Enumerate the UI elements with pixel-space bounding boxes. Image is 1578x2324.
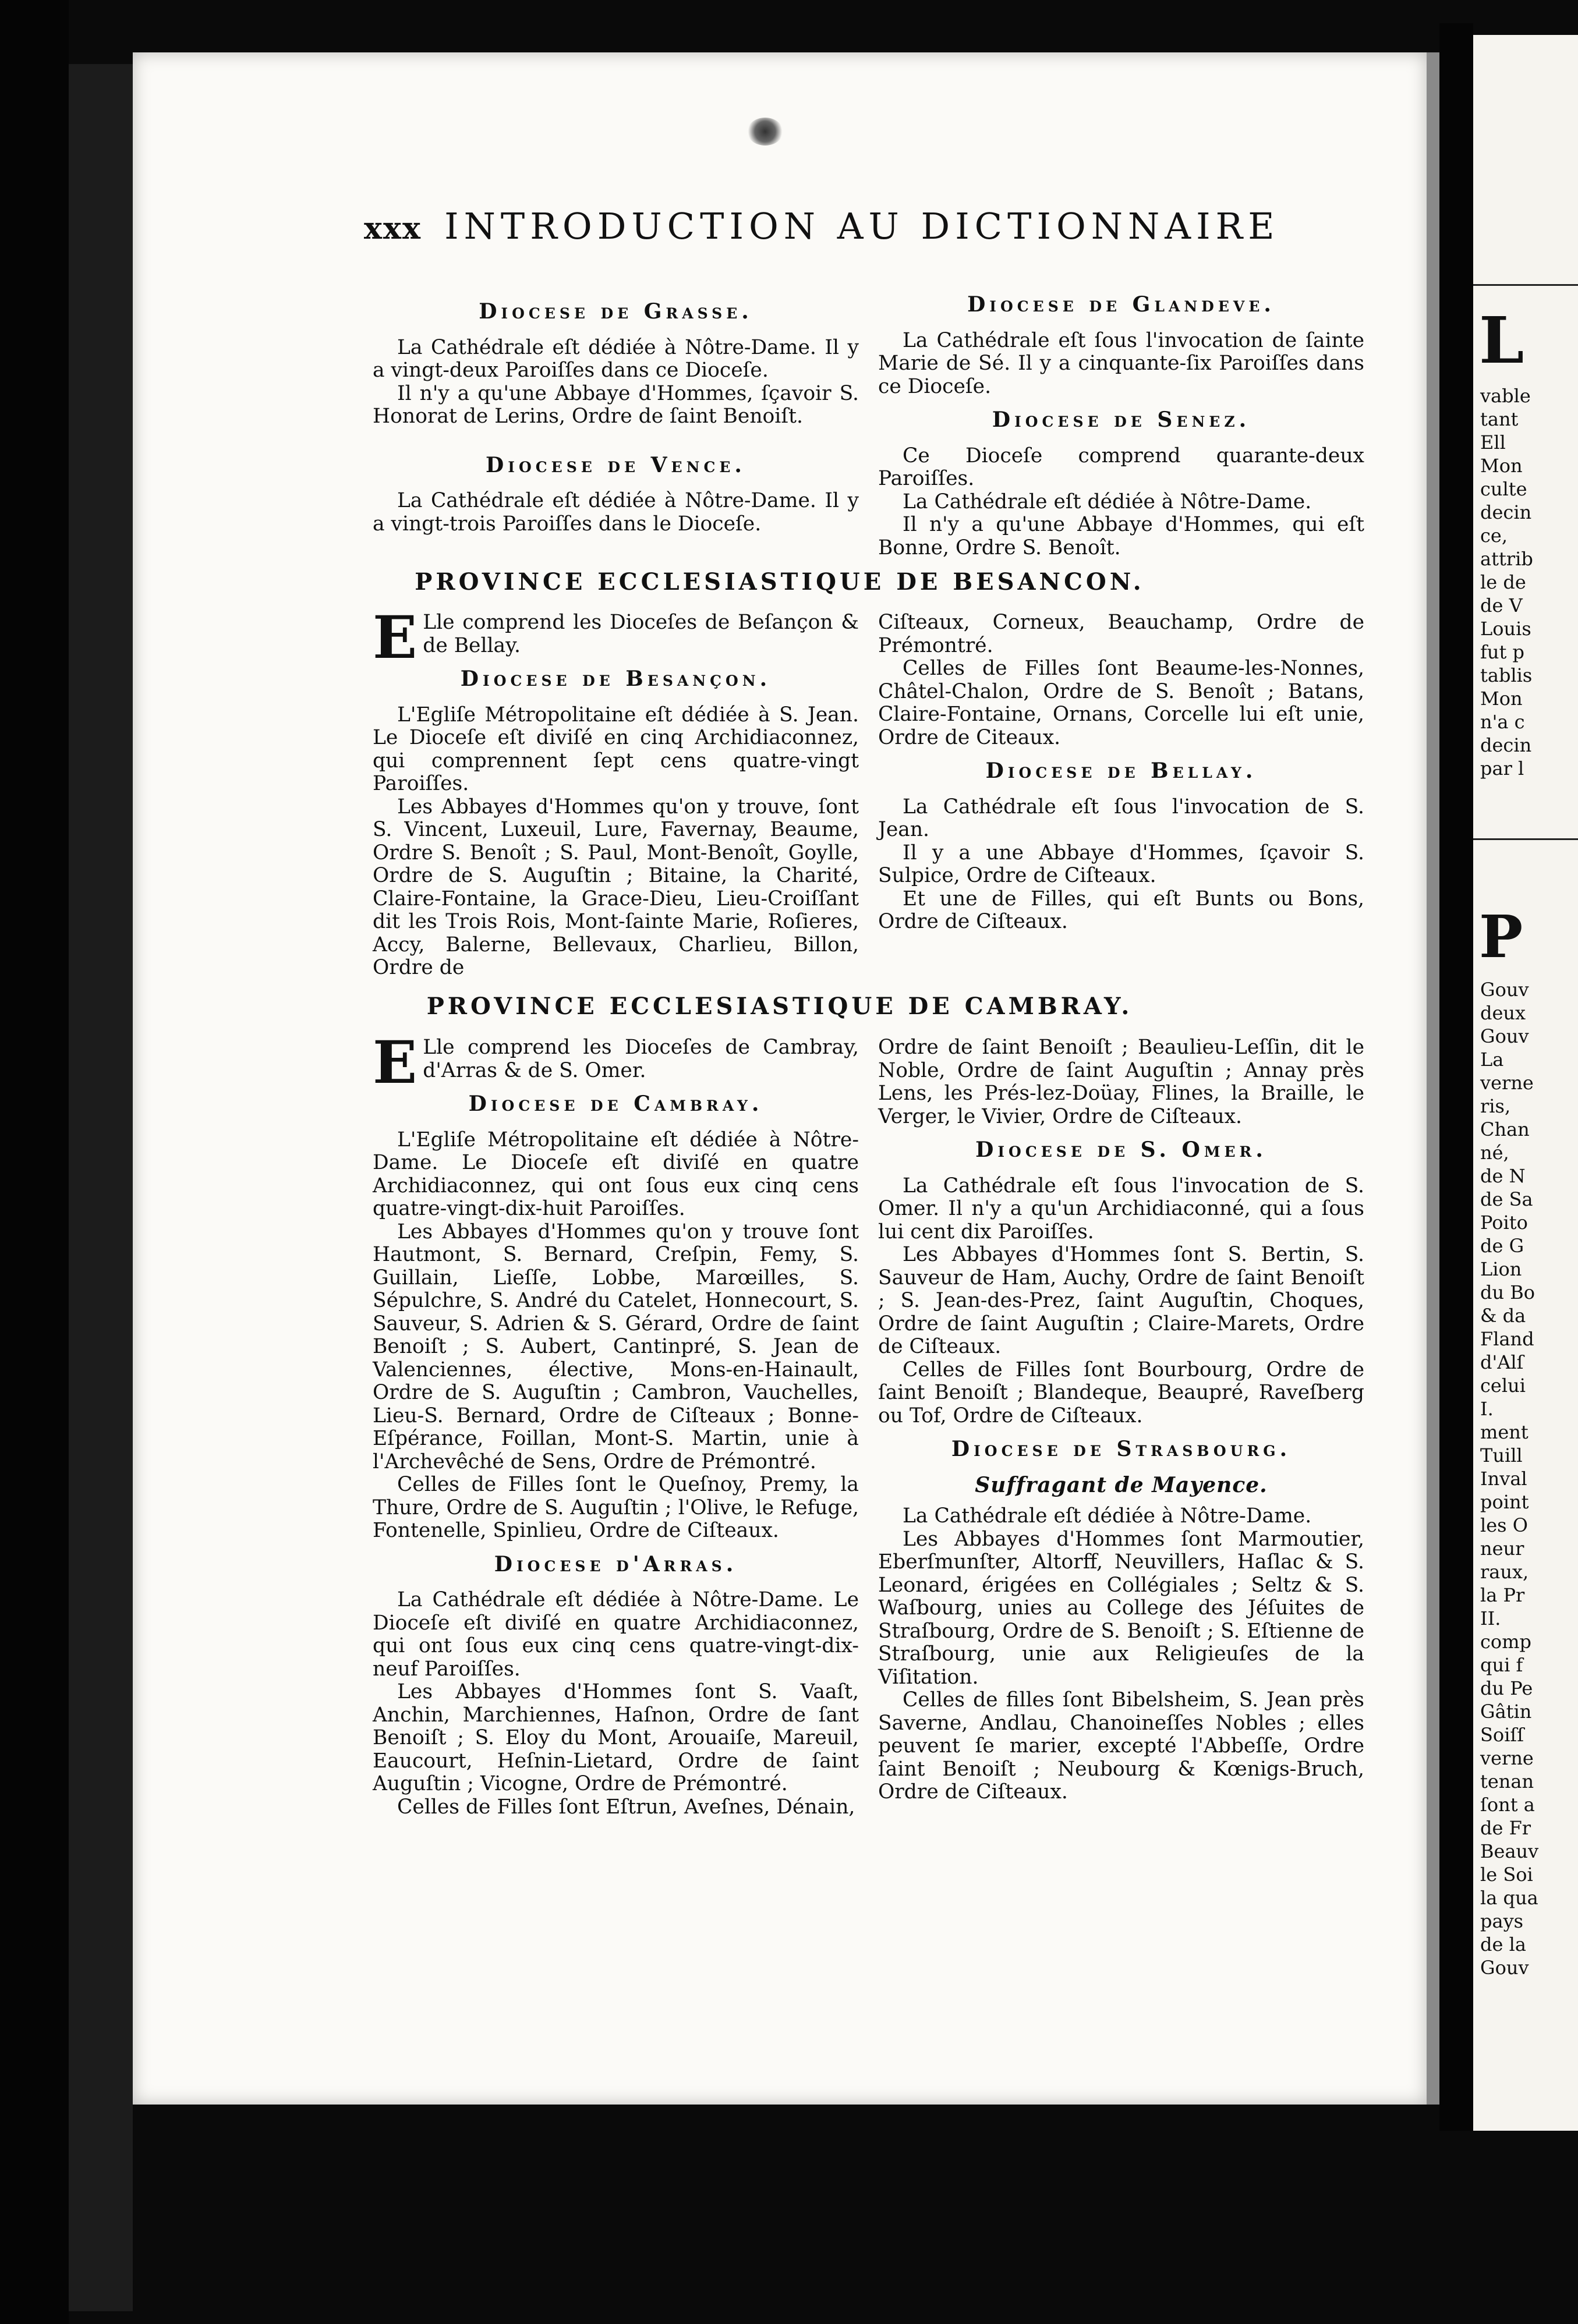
bellay-paragraph-1: La Cathédrale eſt ſous l'invocation de S. Jean. [878,795,1364,841]
top-right-column [878,283,1364,559]
book-gutter [1439,23,1473,2131]
besancon-right-column [878,611,1364,934]
province-heading-cambray: PROVINCE ECCLESIASTIQUE DE CAMBRAY. [426,993,1133,1020]
besancon-paragraph-3: Ciſteaux, Corneux, Beauchamp, Ordre de Prémontré. [878,611,1364,657]
omer-paragraph-3: Celles de Filles ſont Bourbourg, Ordre de ſaint Benoiſt ; Blandeque, Beaupré, Raveſberg ou Tof, Ordre de Ciſteaux. [878,1358,1364,1427]
bellay-paragraph-2: Il y a une Abbaye d'Hommes, ſçavoir S. Sulpice, Ordre de Ciſteaux. [878,841,1364,887]
cambray-right-column [878,1036,1364,1804]
arras-paragraph-3: Celles de Filles ſont Eſtrun, Aveſnes, Dénain, [397,1795,855,1819]
heading-diocese-arras: Diocese d'Arras. [494,1551,738,1577]
strasbourg-paragraph-2: Les Abbayes d'Hommes ſont Marmoutier, Eberſmunſter, Altorff, Neuvillers, Haſlac & S. Leonard, érigées en Collégiales ; Seltz & S. Waſbourg, unies au College des Jéſuites de Straſbourg, Ordre de S. Benoiſt ; S. Eſtienne de Straſbourg, unie aux Religieuſes de la Viſitation. [878,1527,1364,1689]
province-heading-besancon: PROVINCE ECCLESIASTIQUE DE BESANCON. [415,568,1145,596]
page-edge [1427,52,1439,2105]
next-page-fragment-1: vable tant Ell Mon culte decin ce, attrib le de de V Louis fut p tablis Mon n'a c decin par l [1480,385,1533,780]
besancon-intro [373,603,859,672]
omer-paragraph-1: La Cathédrale eſt ſous l'invocation de S. Omer. Il n'y a qu'un Archidiaconné, qui a ſous lui cent dix Paroiſſes. [878,1174,1364,1244]
strasbourg-paragraph-3: Celles de filles ſont Bibelsheim, S. Jean près Saverne, Andlau, Chanoineſſes Nobles ; elles peuvent ſe marier, excepté l'Abbeſſe, Ordre ſaint Benoiſt ; Neubourg & Kœnigs-Bruch, Ordre de Ciſteaux. [878,1688,1364,1804]
next-page-rule-1 [1473,284,1578,286]
heading-diocese-besancon: Diocese de Besançon. [460,667,772,691]
omer-paragraph-2: Les Abbayes d'Hommes ſont S. Bertin, S. Sauveur de Ham, Auchy, Ordre de ſaint Benoiſt ; S. Jean-des-Prez, ſaint Auguſtin, Choques, Ordre de ſaint Auguſtin ; Claire-Marets, Ordre de Ciſteaux. [878,1243,1364,1358]
next-page-rule-2 [1473,838,1578,840]
glandeve-paragraph-1: La Cathédrale eſt ſous l'invocation de ſainte Marie de Sé. Il y a cinquante-ſix Paroiſſes dans ce Dioceſe. [878,328,1364,398]
running-title: INTRODUCTION AU DICTIONNAIRE [444,205,1280,247]
heading-diocese-strasbourg: Diocese de Strasbourg. [951,1437,1292,1461]
vence-paragraph-1: La Cathédrale eſt dédiée à Nôtre-Dame. Il y a vingt-trois Paroiſſes dans le Dioceſe. [373,489,859,536]
dropcap-e: E [373,1028,418,1097]
heading-diocese-grasse: Diocese de Grasse. [479,299,753,324]
cambray-paragraph-3: Celles de Filles ſont le Queſnoy, Premy, la Thure, Ordre de S. Auguſtin ; l'Olive, le Refuge, Fontenelle, Spinlieu, Ordre de Ciſteaux. [373,1473,859,1542]
cambray-left-column [373,1028,859,1819]
besancon-paragraph-2: Les Abbayes d'Hommes qu'on y trouve, ſont S. Vincent, Luxeuil, Lure, Favernay, Beaume, Ordre S. Benoît ; S. Paul, Mont-Benoît, Goylle, Ordre de S. Auguſtin ; Bitaine, la Charité, Claire-Fontaine, la Grace-Dieu, Lieu-Croiſſant dit les Trois Rois, Mont-ſainte Marie, Roſieres, Accy, Balerne, Bellevaux, Charlieu, Billon, Ordre de [373,795,859,979]
grasse-paragraph-2: Il n'y a qu'une Abbaye d'Hommes, ſçavoir S. Honorat de Lerins, Ordre de ſaint Benoiſt. [373,381,859,428]
heading-diocese-cambray: Diocese de Cambray. [468,1092,763,1116]
next-page-dropcap-l: L [1479,303,1524,378]
heading-diocese-glandeve: Diocese de Glandeve. [967,292,1275,317]
heading-diocese-vence: Diocese de Vence. [486,452,746,477]
cambray-intro-text: Lle comprend les Dioceſes de Cambray, d'Arras & de S. Omer. [423,1036,859,1082]
senez-paragraph-3: Il n'y a qu'une Abbaye d'Hommes, qui eſt Bonne, Ordre S. Benoît. [878,513,1364,559]
cambray-paragraph-1: L'Egliſe Métropolitaine eſt dédiée à Nôtre-Dame. Le Dioceſe eſt diviſé en quatre Archidiaconnez, qui ont ſous eux cinq cens quatre-vingt-dix-huit Paroiſſes. [373,1128,859,1220]
scan-border-left [0,0,69,2324]
grasse-paragraph-1: La Cathédrale eſt dédiée à Nôtre-Dame. Il y a vingt-deux Paroiſſes dans ce Dioceſe. [373,335,859,382]
cambray-paragraph-2: Les Abbayes d'Hommes qu'on y trouve ſont Hautmont, S. Bernard, Creſpin, Femy, S. Guillain, Lieſſe, Lobbe, Marœilles, S. Sépulchre, S. André du Catelet, Honnecourt, S. Sauveur, S. Adrien & S. Gérard, Ordre de ſaint Benoiſt ; S. Aubert, Cantinpré, S. Jean de Valenciennes, élective, Mons-en-Hainault, Ordre de S. Auguſtin ; Cambron, Vauchelles, Lieu-S. Bernard, Ordre de Ciſteaux ; Bonne-Eſpérance, Foillan, Mont-S. Martin, unie à l'Archevêché de Sens, Ordre de Prémontré. [373,1220,859,1473]
top-left-column [373,290,859,536]
cambray-right-paragraph-1: Ordre de ſaint Benoiſt ; Beaulieu-Leſſin, dit le Noble, Ordre de ſaint Auguſtin ; Annay près Lens, les Prés-lez-Doüay, Flines, la Braille, le Verger, le Vivier, Ordre de Ciſteaux. [878,1036,1364,1128]
arras-paragraph-2: Les Abbayes d'Hommes ſont S. Vaaſt, Anchin, Marchiennes, Haſnon, Ordre de ſant Benoiſt ; S. Eloy du Mont, Arouaiſe, Mareuil, Eaucourt, Heſnin-Lietard, Ordre de ſaint Auguſtin ; Vicogne, Ordre de Prémontré. [373,1680,859,1795]
heading-diocese-saint-omer: Diocese de S. Omer. [975,1138,1267,1162]
besancon-intro-text: Lle comprend les Dioceſes de Beſançon & de Bellay. [423,611,859,657]
page-header [364,205,1280,247]
senez-paragraph-1: Ce Dioceſe comprend quarante-deux Paroiſſes. [878,444,1364,490]
scan-border-stripe [69,64,133,2311]
next-page-dropcap-p: P [1479,902,1523,971]
ink-blot [747,118,783,146]
senez-paragraph-2: La Cathédrale eſt dédiée à Nôtre-Dame. [903,490,1312,513]
adjacent-page [1473,35,1578,2131]
strasbourg-suffragant: Suffragant de Mayence. [975,1472,1268,1497]
heading-diocese-bellay: Diocese de Bellay. [985,759,1257,783]
cambray-intro [373,1028,859,1097]
besancon-paragraph-1: L'Egliſe Métropolitaine eſt dédiée à S. Jean. Le Dioceſe eſt diviſé en cinq Archidiaconnez, qui comprennent ſept cens quatre-vingt Paroiſſes. [373,703,859,795]
arras-paragraph-1: La Cathédrale eſt dédiée à Nôtre-Dame. Le Dioceſe eſt diviſé en quatre Archidiaconnez, qui ont ſous eux cinq cens quatre-vingt-dix-neuf Paroiſſes. [373,1588,859,1681]
bellay-paragraph-3: Et une de Filles, qui eſt Bunts ou Bons, Ordre de Ciſteaux. [878,887,1364,933]
strasbourg-paragraph-1: La Cathédrale eſt dédiée à Nôtre-Dame. [903,1504,1312,1528]
besancon-paragraph-4: Celles de Filles ſont Beaume-les-Nonnes, Châtel-Chalon, Ordre de S. Benoît ; Batans, Claire-Fontaine, Ornans, Corcelle lui eſt unie, Ordre de Citeaux. [878,657,1364,749]
folio-number: xxx [364,211,422,246]
dropcap-e: E [373,603,418,672]
next-page-fragment-2: Gouv deux Gouv La verne ris, Chan né, de N de Sa Poito de G Lion du Bo & da Fland d'Alſ celui I. ment Tuill Inval point les O neur raux, la Pr II. comp qui f du Pe Gâtin Soiſſ verne tenan ſont a de Fr Beauv le Soi la qua pays de la Gouv [1480,979,1539,1979]
besancon-left-column [373,603,859,980]
heading-diocese-senez: Diocese de Senez. [992,408,1251,432]
